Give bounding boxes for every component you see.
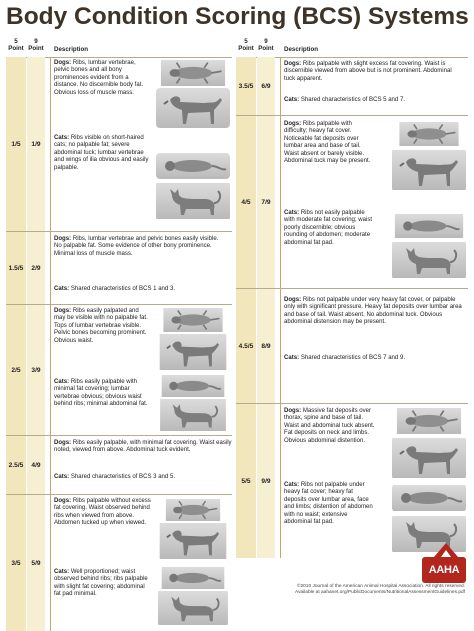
score-5-point: 4.5/5 <box>236 289 256 403</box>
cats-description: Cats: Ribs not easily palpable with moderate fat covering; waist poorly discernible; obvious rounding of abdomen; moderate abdominal fat pad. <box>284 210 373 246</box>
dog-side-view-image <box>156 523 230 559</box>
score-9-point: 5/9 <box>27 495 45 631</box>
nine-point-header: 9 Point <box>28 38 44 52</box>
cats-description: Cats: Ribs easily palpable with minimal fat covering; lumbar vertebrae obvious; obvious waist behind ribs; minimal abdominal fat. <box>54 379 148 408</box>
cats-description: Cats: Shared characteristics of BCS 3 and 5. <box>54 474 176 480</box>
dogs-description: Dogs: Ribs easily palpated and may be visible with no palpable fat. Tops of lumbar vertebrae visible. Pelvic bones becoming prominent. Obvious waist. <box>54 308 148 344</box>
bcs-row-9 <box>236 404 468 558</box>
cat-top-view-image <box>156 375 230 397</box>
left-column <box>6 36 232 598</box>
dogs-description: Dogs: Ribs not palpable under very heavy fat cover, or palpable only with significant pressure. Heavy fat deposits over lumbar area and base of tail. Waist absent. No abdominal tuck. Obvious abdominal distension may be present. <box>284 297 462 326</box>
score-9-point: 6/9 <box>257 57 275 115</box>
cats-description: Cats: Shared characteristics of BCS 5 and 7. <box>284 97 406 103</box>
five-point-header: 5 Point <box>238 38 254 52</box>
score-9-point: 4/9 <box>27 436 45 494</box>
bcs-row-3 <box>6 305 232 436</box>
score-9-point: 7/9 <box>257 116 275 288</box>
dogs-description: Dogs: Ribs, lumbar vertebrae, pelvic bones and all bony prominences evident from a distance. No discernible body fat. Obvious loss of muscle mass. <box>54 60 144 96</box>
divider <box>280 404 281 558</box>
cats-description: Cats: Shared characteristics of BCS 1 and 3. <box>54 286 176 292</box>
cat-side-view-image <box>156 399 230 431</box>
score-5-point: 1/5 <box>6 57 26 231</box>
dog-top-view-image <box>392 122 466 146</box>
divider <box>280 116 281 288</box>
divider <box>50 232 51 304</box>
copyright-line: ©2010 Journal of the American Animal Hospital Association. All rights reserved. <box>296 584 465 589</box>
score-5-point: 2/5 <box>6 305 26 435</box>
bcs-row-4 <box>6 436 232 495</box>
dog-top-view-image <box>156 499 230 521</box>
aaha-logo: AAHA <box>422 557 466 583</box>
bcs-row-1 <box>6 57 232 232</box>
bcs-row-7 <box>236 116 468 289</box>
nine-point-header: 9 Point <box>258 38 274 52</box>
score-9-point: 8/9 <box>257 289 275 403</box>
score-5-point: 1.5/5 <box>6 232 26 304</box>
cat-top-view-image <box>156 153 230 179</box>
divider <box>50 495 51 631</box>
cats-description: Cats: Well proportioned; waist observed behind ribs; ribs palpable with slight fat covering; abdominal fat pad minimal. <box>54 569 148 598</box>
bcs-row-6 <box>236 57 468 116</box>
score-9-point: 2/9 <box>27 232 45 304</box>
cat-top-view-image <box>392 214 466 238</box>
dogs-description: Dogs: Ribs palpable without excess fat covering. Waist observed behind ribs when viewed from above. Abdomen tucked up when viewed. <box>54 498 151 527</box>
dog-top-view-image <box>392 408 466 434</box>
dog-side-view-image <box>156 334 230 370</box>
bcs-row-2 <box>6 232 232 305</box>
score-5-point: 3/5 <box>6 495 26 631</box>
cat-top-view-image <box>156 567 230 589</box>
column-header <box>6 36 232 58</box>
dog-side-view-image <box>392 436 466 480</box>
cat-side-view-image <box>156 181 230 221</box>
score-5-point: 3.5/5 <box>236 57 256 115</box>
divider <box>280 289 281 403</box>
copyright-footer <box>220 584 465 596</box>
five-point-header: 5 Point <box>8 38 24 52</box>
cats-description: Cats: Shared characteristics of BCS 7 and 9. <box>284 355 406 361</box>
dog-side-view-image <box>156 88 230 128</box>
bcs-row-5 <box>6 495 232 631</box>
divider <box>50 436 51 494</box>
dog-top-view-image <box>156 60 230 86</box>
dog-top-view-image <box>156 308 230 332</box>
description-header: Description <box>284 46 319 53</box>
page-title: Body Condition Scoring (BCS) Systems <box>6 3 469 30</box>
score-9-point: 1/9 <box>27 57 45 231</box>
divider <box>50 305 51 435</box>
score-5-point: 5/5 <box>236 404 256 558</box>
dogs-description: Dogs: Ribs easily palpable, with minimal fat covering. Waist easily noted, viewed from above. Abdominal tuck evident. <box>54 440 232 454</box>
source-url-line: Available at aahanet.org/PublicDocuments/NutritionalAssessmentGuidelines.pdf <box>294 590 465 595</box>
description-header: Description <box>54 46 89 53</box>
dogs-description: Dogs: Massive fat deposits over thorax, spine and base of tail. Waist and abdominal tuck absent. Fat deposits on neck and limbs. Obvious abdominal distention. <box>284 408 375 444</box>
cat-side-view-image <box>392 240 466 280</box>
cat-side-view-image <box>156 591 230 625</box>
dog-side-view-image <box>392 148 466 192</box>
dogs-description: Dogs: Ribs palpable with difficulty; heavy fat cover. Noticeable fat deposits over lumbar area and base of tail. Waist absent or barely visible. Abdominal tuck may be present. <box>284 121 371 165</box>
cats-description: Cats: Ribs visible on short-haired cats; no palpable fat; severe abdominal tuck; lumbar vertebrae and wings of ilia obvious and easily palpable. <box>54 135 149 171</box>
bcs-row-8 <box>236 289 468 404</box>
divider <box>280 57 281 115</box>
score-9-point: 9/9 <box>257 404 275 558</box>
score-5-point: 4/5 <box>236 116 256 288</box>
right-column <box>236 36 468 536</box>
column-header <box>236 36 468 58</box>
dogs-description: Dogs: Ribs palpable with slight excess fat covering. Waist is discernible viewed from above but is not prominent. Abdominal tuck apparent. <box>284 61 452 82</box>
score-5-point: 2.5/5 <box>6 436 26 494</box>
divider <box>50 57 51 231</box>
cats-description: Cats: Ribs not palpable under heavy fat cover; heavy fat deposits over lumbar area, face and limbs; distention of abdomen with no waist; extensive abdominal fat pad. <box>284 482 373 526</box>
cat-top-view-image <box>392 484 466 512</box>
score-9-point: 3/9 <box>27 305 45 435</box>
dogs-description: Dogs: Ribs, lumbar vertebrae and pelvic bones easily visible. No palpable fat. Some evidence of other bony prominence. Minimal loss of muscle mass. <box>54 236 219 257</box>
